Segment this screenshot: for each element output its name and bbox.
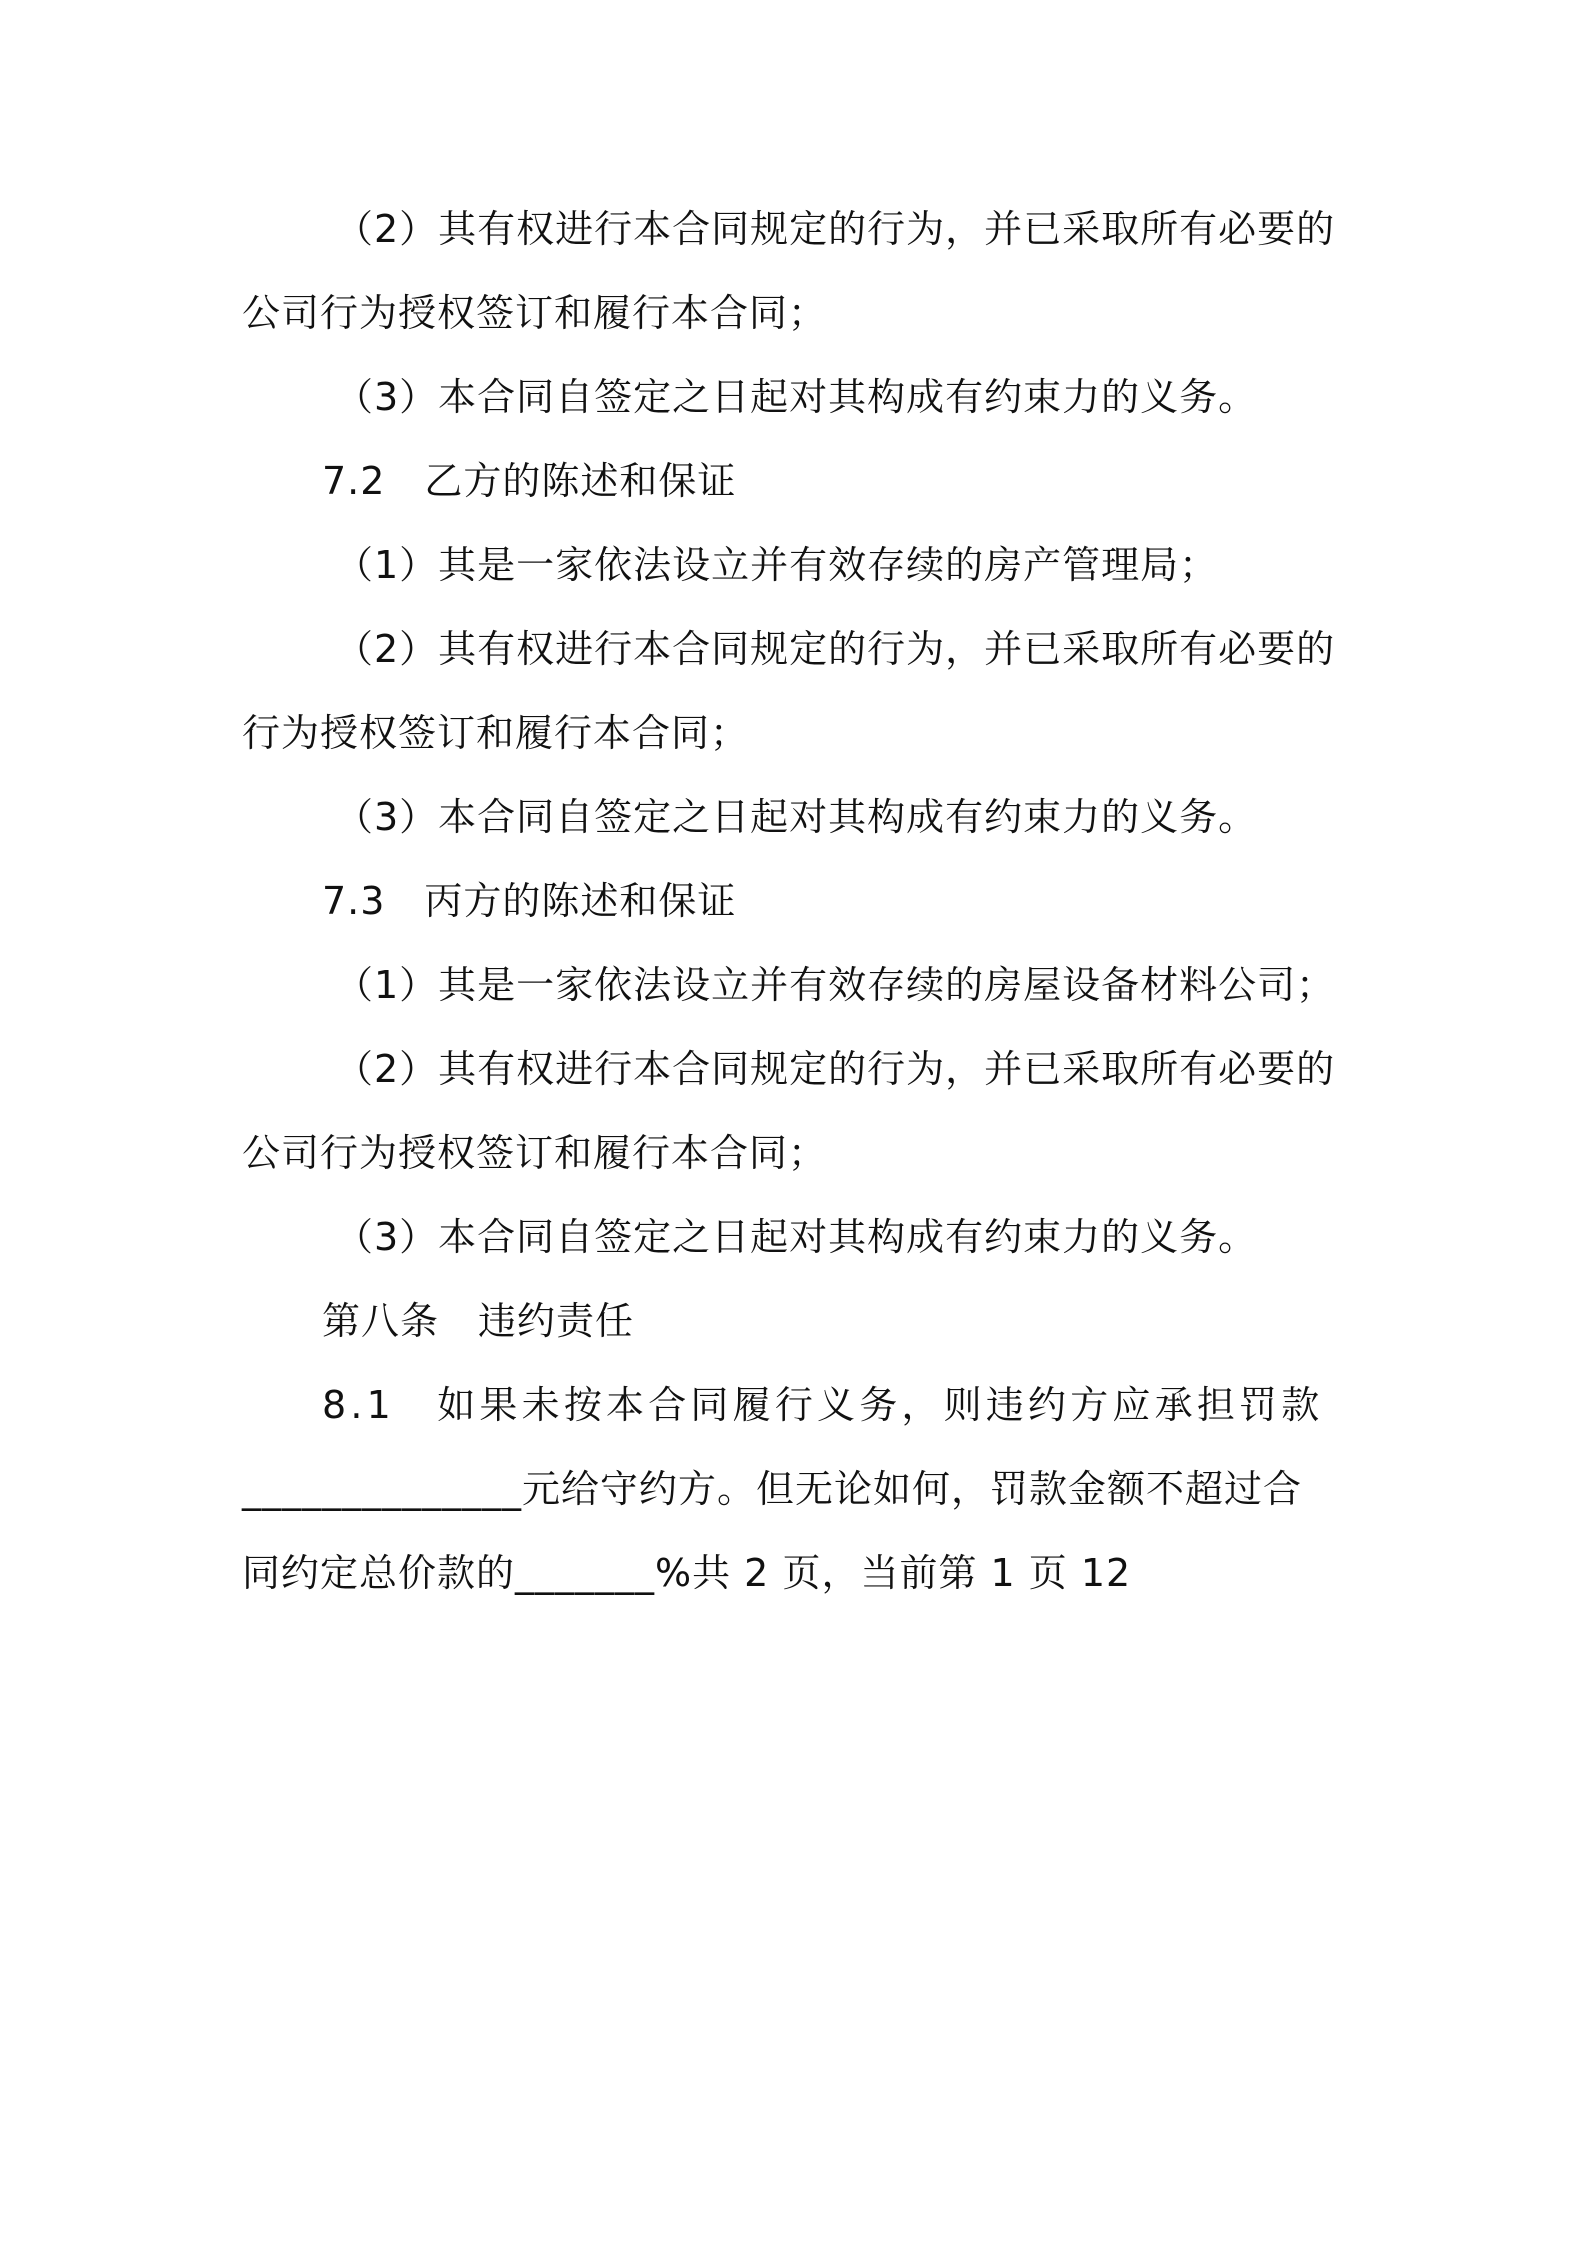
clause-7-2-item-2-line-2: 行为授权签订和履行本合同；	[242, 711, 750, 755]
clause-8-1-line-3: 同约定总价款的_______%共 2 页，当前第 1 页 12	[242, 1551, 1132, 1595]
clause-7-2-item-2-line-1: （2）其有权进行本合同规定的行为，并已采取所有必要的	[335, 627, 1336, 671]
clause-7-1-item-3: （3）本合同自签定之日起对其构成有约束力的义务。	[335, 375, 1258, 419]
clause-8-1-line-2: ______________元给守约方。但无论如何，罚款金额不超过合	[242, 1467, 1303, 1511]
clause-7-1-item-2-line-2: 公司行为授权签订和履行本合同；	[242, 291, 828, 335]
clause-7-1-item-2-line-1: （2）其有权进行本合同规定的行为，并已采取所有必要的	[335, 207, 1336, 251]
clause-7-2-item-1: （1）其是一家依法设立并有效存续的房产管理局；	[335, 543, 1219, 587]
clause-7-3-item-2-line-1: （2）其有权进行本合同规定的行为，并已采取所有必要的	[335, 1047, 1336, 1091]
clause-7-3-item-3: （3）本合同自签定之日起对其构成有约束力的义务。	[335, 1215, 1258, 1259]
clause-7-3-heading: 7.3 丙方的陈述和保证	[322, 879, 737, 923]
clause-8-1-line-1: 8.1 如果未按本合同履行义务，则违约方应承担罚款	[322, 1383, 1324, 1427]
clause-7-3-item-2-line-2: 公司行为授权签订和履行本合同；	[242, 1131, 828, 1175]
clause-7-2-heading: 7.2 乙方的陈述和保证	[322, 459, 737, 503]
clause-7-3-item-1: （1）其是一家依法设立并有效存续的房屋设备材料公司；	[335, 963, 1336, 1007]
clause-7-2-item-3: （3）本合同自签定之日起对其构成有约束力的义务。	[335, 795, 1258, 839]
article-8-heading: 第八条 违约责任	[322, 1299, 635, 1343]
